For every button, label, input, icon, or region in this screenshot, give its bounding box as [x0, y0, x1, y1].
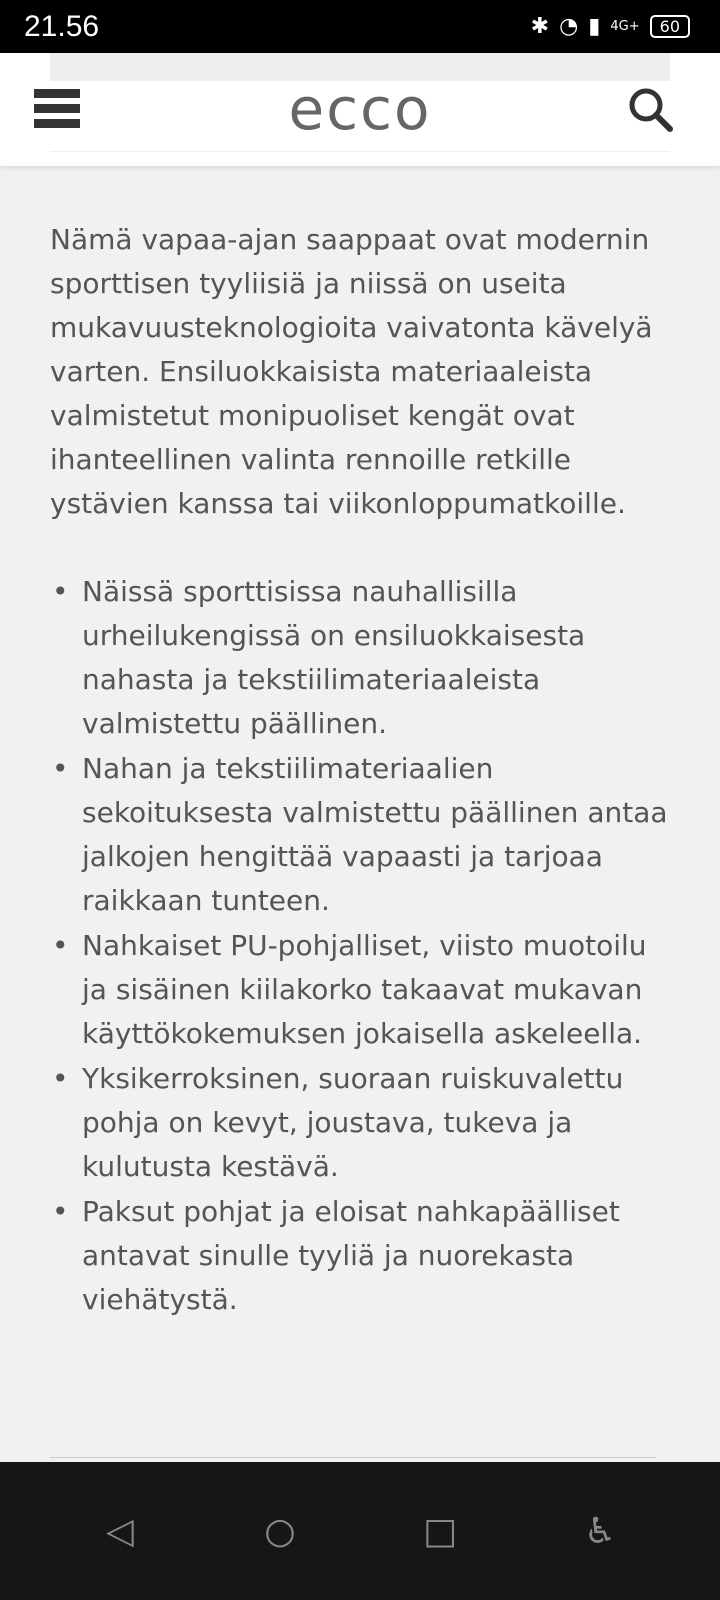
feature-list	[50, 570, 670, 1322]
site-header	[0, 53, 720, 166]
home-icon[interactable]: ○	[264, 1510, 296, 1552]
product-description	[0, 166, 720, 1322]
search-icon[interactable]	[626, 85, 674, 133]
system-nav-bar	[0, 1462, 720, 1600]
status-bar	[0, 0, 720, 53]
status-time: 21.56	[24, 9, 100, 43]
recents-icon[interactable]: □	[422, 1510, 457, 1552]
bluetooth-icon: ✱	[530, 14, 550, 39]
header-divider	[50, 151, 670, 152]
ecco-logo[interactable]: ecco	[288, 75, 432, 143]
signal-icon: ▮	[588, 14, 601, 39]
wifi-icon: ◔	[559, 14, 579, 39]
accessibility-icon[interactable]: ♿	[583, 1510, 617, 1552]
description-text: Nämä vapaa-ajan saappaat ovat modernin sporttisen tyyliisiä ja niissä on useita mukavuusteknologioita vaivatonta kävelyä varten. Ensiluokkaisista materiaaleista valmistetut monipuoliset kengät ovat ihanteellinen valinta rennoille retkille ystävien kanssa tai viikonloppumatkoille.	[50, 223, 653, 520]
section-divider	[50, 1457, 656, 1458]
feature-item: • Yksikerroksinen, suoraan ruiskuvalettu pohja on kevyt, joustava, tukeva ja kulutusta kestävä.	[50, 1057, 670, 1189]
feature-item: • Paksut pohjat ja eloisat nahkapäälliset antavat sinulle tyyliä ja nuorekasta viehätystä.	[50, 1190, 670, 1322]
battery-icon: 60	[650, 15, 690, 38]
feature-item: • Nahkaiset PU-pohjalliset, viisto muotoilu ja sisäinen kiilakorko takaavat mukavan käyttökokemuksen jokaisella askeleella.	[50, 924, 670, 1056]
feature-item: • Näissä sporttisissa nauhallisilla urheilukengissä on ensiluokkaisesta nahasta ja tekstiilimateriaaleista valmistettu päällinen.	[50, 570, 670, 746]
status-icons	[531, 14, 690, 39]
back-icon[interactable]: ◁	[106, 1510, 134, 1552]
network-type: 4G+	[610, 19, 640, 34]
feature-item: • Nahan ja tekstiilimateriaalien sekoituksesta valmistettu päällinen antaa jalkojen hengittää vapaasti ja tarjoaa raikkaan tunteen.	[50, 747, 670, 923]
